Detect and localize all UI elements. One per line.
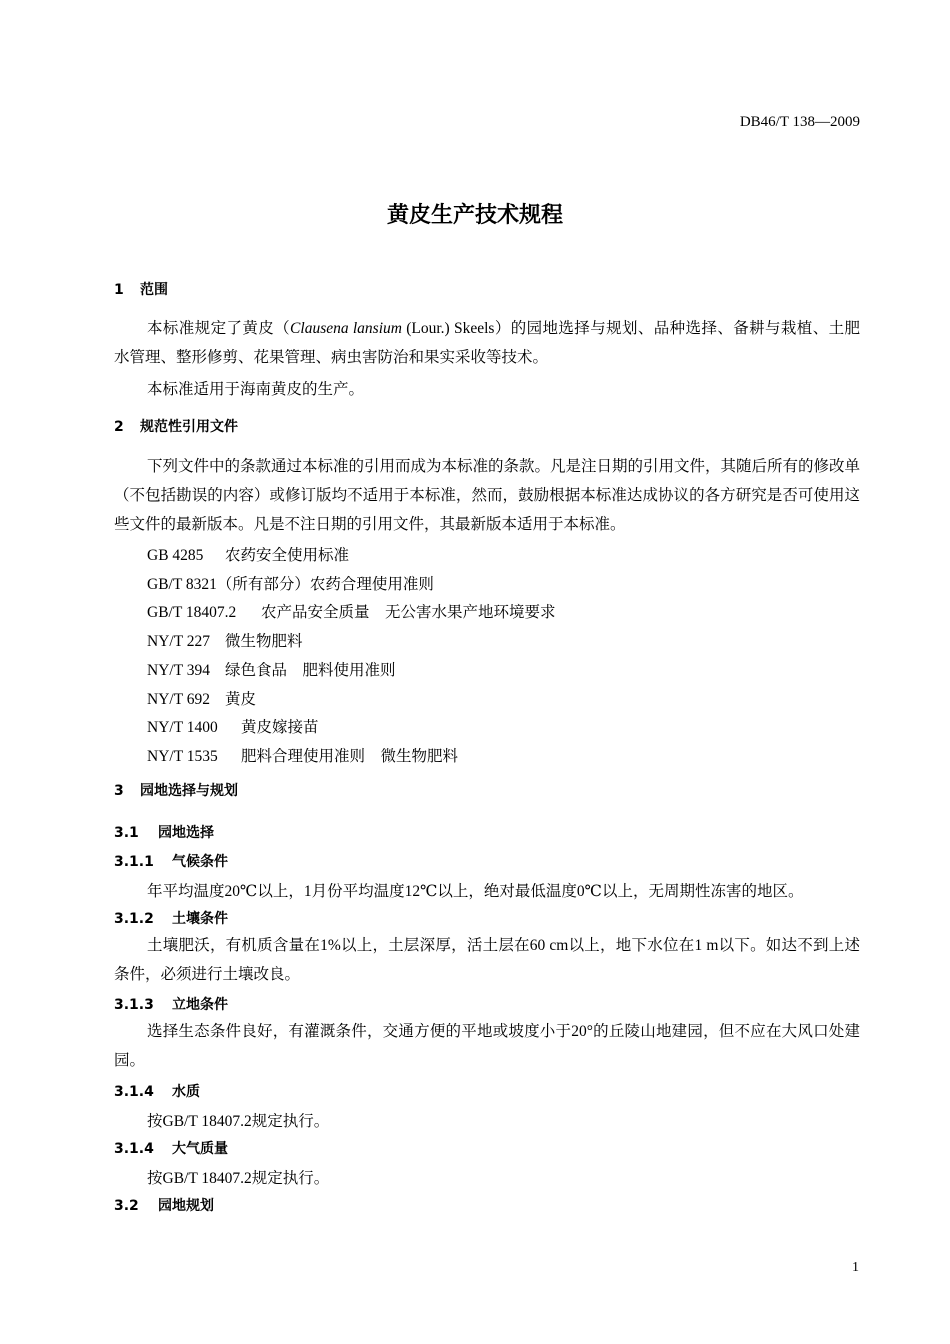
reference-code: GB 4285 [147,547,204,564]
air-quality-paragraph: 按GB/T 18407.2规定执行。 [147,1170,330,1187]
reference-code: NY/T 394 [147,662,211,679]
reference-code: NY/T 1535 [147,748,218,765]
subsection-title: 大气质量 [172,1141,228,1157]
scope-text-start: 本标准规定了黄皮（ [147,320,291,337]
references-intro-paragraph: 下列文件中的条款通过本标准的引用而成为本标准的条款。凡是注日期的引用文件，其随后所有的修改单（不包括勘误的内容）或修订版均不适用于本标准，然而，鼓励根据本标准达成协议的各方研究是否可使用这些文件的最新版本。凡是不注日期的引用文件，其最新版本适用于本标准。 [114,458,861,533]
subsection-3-1-2-heading [114,908,228,928]
subsection-title: 园地规划 [158,1198,214,1214]
subsection-title: 土壤条件 [172,911,228,927]
subsection-number: 3.1.1 [114,854,154,870]
subsection-title: 立地条件 [172,997,228,1013]
scientific-authority: (Lour.) Skeels [401,320,495,337]
reference-item [147,715,319,737]
soil-paragraph: 土壤肥沃，有机质含量在1%以上，土层深厚，活土层在60 cm以上，地下水位在1 m以下。如达不到上述条件，必须进行土壤改良。 [114,937,860,983]
reference-item [147,744,458,766]
section-1-heading [114,279,168,299]
subsection-title: 园地选择 [158,825,214,841]
subsection-3-1-4-air-heading [114,1138,228,1158]
section-2-heading [114,416,238,436]
section-number: 1 [114,282,124,298]
reference-item [147,600,556,622]
applicability-paragraph: 本标准适用于海南黄皮的生产。 [147,381,365,398]
standard-code: DB46/T 138—2009 [739,114,860,130]
subsection-3-2-heading [114,1195,214,1215]
reference-code: GB/T 18407.2 [147,604,237,621]
subsection-number: 3.1.2 [114,911,154,927]
subsection-title: 气候条件 [172,854,228,870]
scope-text-end: ）的园地选择与规划、品种选择、备耕与栽植、土肥水管理、整形修剪、花果管理、病虫害防治和果实采收等技术。 [114,320,860,366]
site-paragraph: 选择生态条件良好，有灌溉条件，交通方便的平地或坡度小于20°的丘陵山地建园，但不应在大风口处建园。 [114,1023,860,1069]
reference-title: 肥料合理使用准则 微生物肥料 [241,748,459,765]
page-number: 1 [852,1260,859,1275]
reference-code: NY/T 692 [147,691,211,708]
subsection-number: 3.2 [114,1198,139,1214]
section-title: 规范性引用文件 [140,419,238,435]
reference-title: 农产品安全质量 无公害水果产地环境要求 [261,604,556,621]
scientific-name: Clausena lansium [290,320,402,337]
section-title: 范围 [140,282,168,298]
reference-item [147,629,303,651]
reference-title: 绿色食品 肥料使用准则 [225,662,396,679]
subsection-number: 3.1.3 [114,997,154,1013]
section-number: 2 [114,419,124,435]
reference-title: 微生物肥料 [225,633,303,650]
subsection-number: 3.1 [114,825,139,841]
reference-title: 黄皮嫁接苗 [241,719,319,736]
reference-item [147,543,349,565]
reference-item [147,572,434,594]
reference-item [147,687,256,709]
scope-paragraph [114,314,860,372]
subsection-number: 3.1.4 [114,1084,154,1100]
subsection-3-1-1-heading [114,851,228,871]
subsection-3-1-3-heading [114,994,228,1014]
section-number: 3 [114,783,124,799]
reference-item [147,658,396,680]
reference-code: NY/T 1400 [147,719,218,736]
section-3-heading [114,780,238,800]
subsection-3-1-4-water-heading [114,1081,200,1101]
reference-code: NY/T 227 [147,633,211,650]
reference-title: （所有部分）农药合理使用准则 [216,576,434,593]
climate-paragraph: 年平均温度20℃以上，1月份平均温度12℃以上，绝对最低温度0℃以上，无周期性冻害的地区。 [147,883,804,900]
subsection-3-1-heading [114,822,214,842]
subsection-number: 3.1.4 [114,1141,154,1157]
document-title: 黄皮生产技术规程 [386,203,563,228]
reference-title: 黄皮 [225,691,257,708]
water-quality-paragraph: 按GB/T 18407.2规定执行。 [147,1113,330,1130]
reference-code: GB/T 8321 [147,576,217,593]
subsection-title: 水质 [172,1084,200,1100]
section-title: 园地选择与规划 [140,783,238,799]
reference-title: 农药安全使用标准 [225,547,350,564]
